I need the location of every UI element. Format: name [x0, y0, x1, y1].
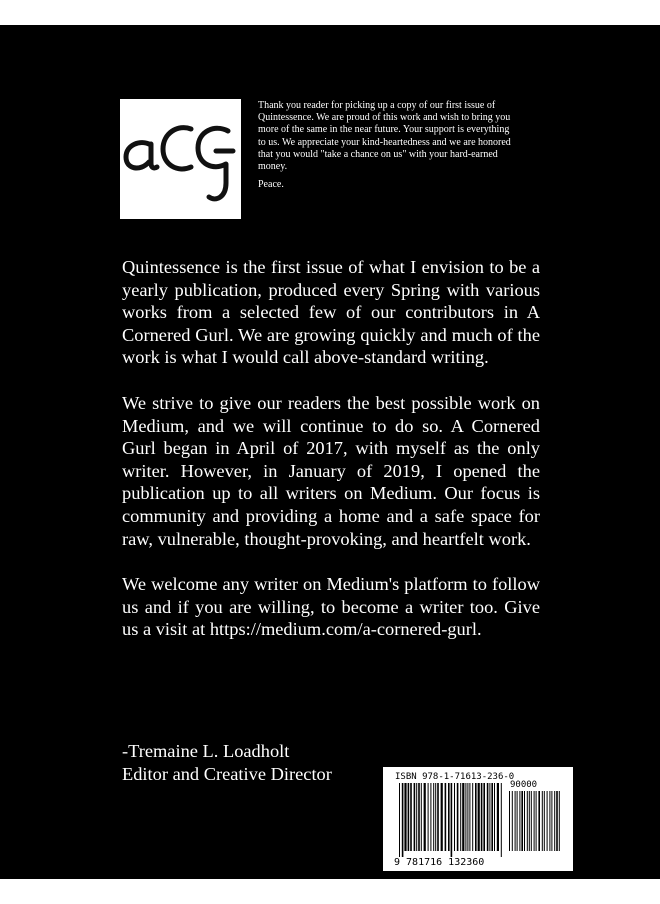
barcode-bar — [418, 783, 420, 851]
acg-logo-mark — [120, 99, 241, 219]
addon-bars — [509, 791, 560, 851]
signature-block — [122, 740, 332, 786]
barcode-bar — [428, 783, 429, 851]
acg-logo — [120, 99, 241, 219]
barcode-bar — [501, 783, 502, 857]
barcode-bar — [521, 791, 523, 851]
barcode-bar — [467, 783, 468, 851]
barcode-bar — [421, 783, 422, 851]
barcode-bar — [454, 783, 455, 851]
barcode-bar — [437, 783, 439, 851]
body-paragraph-2: We strive to give our readers the best possible work on Medium, and we will continue to do so. A Cornered Gurl began in April of 2017, with myself as the only writer. However, in January of 2019, I opened the publication up to all writers on Medium. Our focus is community and providing a home and a safe space for raw, vulnerable, thought-provoking, and heartfelt work. — [122, 392, 540, 549]
barcode-bar — [512, 791, 513, 851]
barcode-bar — [483, 783, 485, 851]
barcode-bar — [478, 783, 480, 851]
barcode-bar — [399, 783, 400, 857]
barcode-bar — [559, 791, 560, 851]
barcode-bar — [451, 783, 453, 857]
isbn-label: ISBN 978-1-71613-236-0 — [395, 772, 515, 782]
barcode-bar — [414, 783, 416, 851]
barcode-bar — [416, 783, 417, 851]
barcode-bar — [542, 791, 543, 851]
barcode-bar — [531, 791, 532, 851]
barcode-bar — [527, 791, 528, 851]
barcode-bar — [509, 791, 510, 851]
barcode-bar — [524, 791, 525, 851]
main-text — [122, 256, 540, 664]
barcode-bar — [445, 783, 447, 851]
barcode-bar — [475, 783, 477, 851]
barcode-bar — [457, 783, 459, 851]
barcode-bar — [534, 791, 535, 851]
barcode-bar — [465, 783, 466, 851]
barcode-bar — [462, 783, 464, 851]
barcode-bar — [544, 791, 545, 851]
barcode-bar — [554, 791, 555, 851]
barcode-bar — [448, 783, 450, 851]
back-cover — [0, 25, 660, 879]
price-code-label: 90000 — [510, 780, 538, 790]
barcode-bar — [494, 783, 495, 851]
signature-title: Editor and Creative Director — [122, 764, 332, 784]
barcode-bar — [538, 791, 540, 851]
isbn-barcode — [383, 767, 573, 871]
barcode-bar — [469, 783, 470, 851]
barcode-bar — [497, 783, 499, 851]
barcode-bar — [489, 783, 490, 851]
signature-name: -Tremaine L. Loadholt — [122, 741, 290, 761]
barcode-bar — [435, 783, 436, 851]
barcode-bar — [487, 783, 489, 851]
barcode-bar — [549, 791, 550, 851]
barcode-bar — [551, 791, 552, 851]
barcode-bar — [547, 791, 548, 851]
intro-note — [258, 100, 513, 191]
barcode-bar — [430, 783, 431, 851]
barcode-bar — [410, 783, 412, 851]
barcode-bar — [491, 783, 493, 851]
barcode-bar — [529, 791, 530, 851]
barcode-bar — [519, 791, 520, 851]
barcode-bar — [424, 783, 426, 851]
barcode-digits: 9 781716 132360 — [394, 857, 485, 868]
barcode-bar — [404, 783, 406, 851]
barcode-bar — [481, 783, 483, 851]
body-paragraph-3: We welcome any writer on Medium's platform to follow us and if you are willing, to become a writer too. Give us a visit at https://medium.com/a-cornered-gurl. — [122, 574, 540, 640]
barcode-bar — [460, 783, 461, 851]
intro-closing: Peace. — [258, 179, 284, 191]
intro-paragraph: Thank you reader for picking up a copy of our first issue of Quintessence. We are proud of this work and wish to bring you more of the same in the near future. Your support is everything to us. We appreciate your kind-heartedness and we are honored that you would "take a chance on us" with your hard-earned money. — [258, 100, 511, 173]
barcode-bar — [556, 791, 558, 851]
barcode-bar — [515, 791, 516, 851]
barcode-bars — [399, 783, 502, 857]
barcode-bar — [441, 783, 443, 851]
barcode-bar — [433, 783, 434, 851]
barcode-bar — [472, 783, 473, 851]
barcode-graphic — [383, 767, 573, 871]
barcode-bar — [402, 783, 404, 857]
barcode-bar — [408, 783, 410, 851]
barcode-bar — [517, 791, 518, 851]
body-paragraph-1: Quintessence is the first issue of what I envision to be a yearly publication, produced every Spring with various works from a selected few of our contributors in A Cornered Gurl. We are growing quickly and much of the work is what I would call above-standard writing. — [122, 257, 540, 368]
barcode-bar — [536, 791, 537, 851]
